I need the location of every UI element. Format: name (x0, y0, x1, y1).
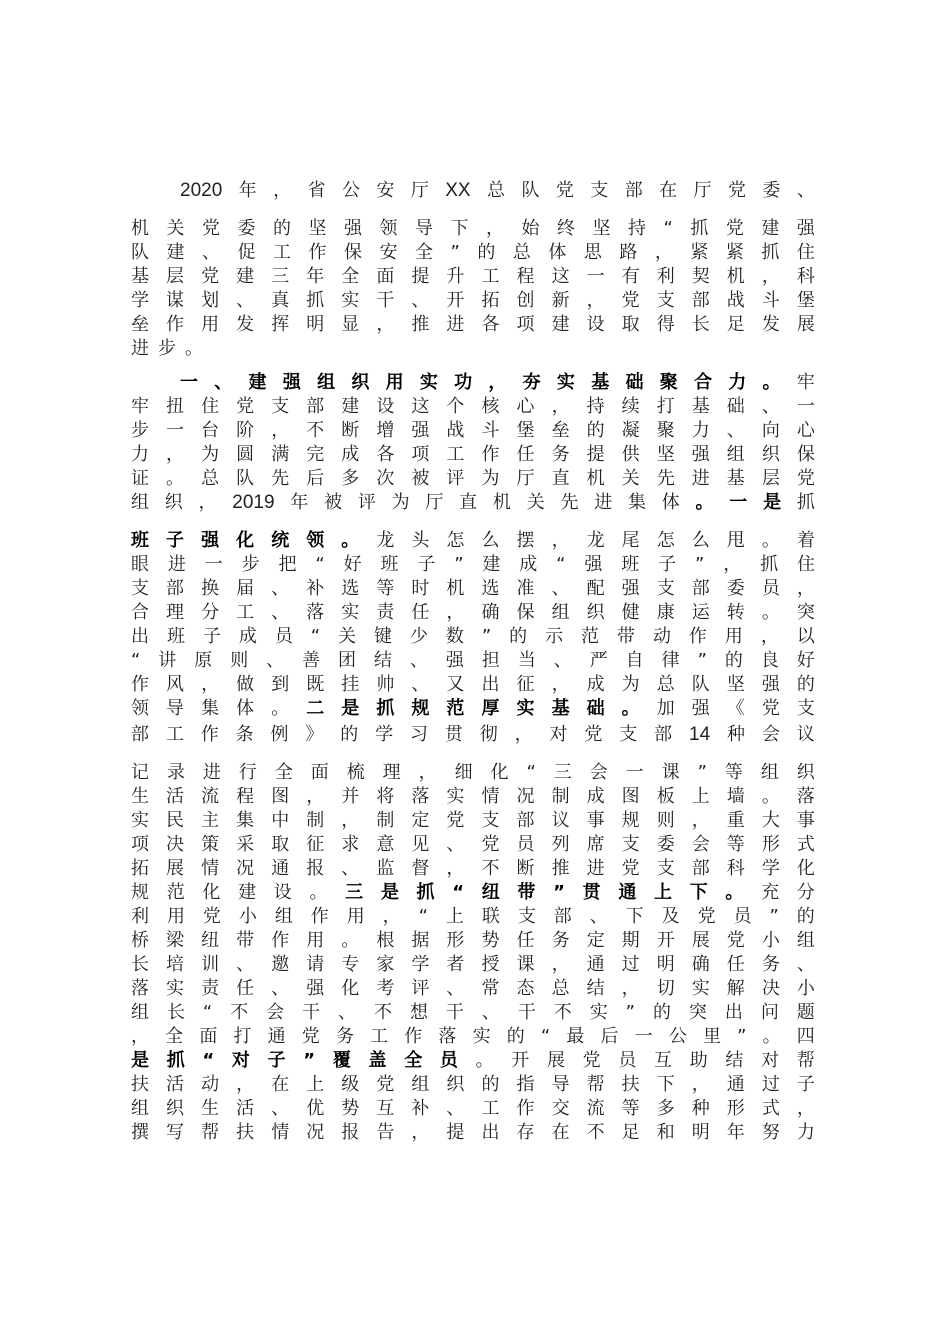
text-line: 长 培 训 、 邀 请 专 家 学 者 授 课 ， 通 过 明 确 任 务 、 (131, 954, 815, 975)
text-line: 规 范 化 建 设 。 三 是 抓 “ 纽 带 ” 贯 通 上 下 。 充 分 (131, 882, 815, 903)
text-line: 落 实 责 任 、 强 化 考 评 、 常 态 总 结 ， 切 实 解 决 小 (131, 978, 815, 999)
text-line: “ 讲 原 则 、 善 团 结 、 强 担 当 、 严 自 律 ” 的 良 好 (131, 650, 815, 671)
text-line: 进 步 。 (131, 338, 203, 359)
text-line: 部 工 作 条 例 》 的 学 习 贯 彻 ， 对 党 支 部 14 种 会 议 (131, 724, 815, 745)
text-line: 组 长 “ 不 会 干 、 不 想 干 、 干 不 实 ” 的 突 出 问 题 (131, 1002, 815, 1023)
text-line: 扶 活 动 ， 在 上 级 党 组 织 的 指 导 帮 扶 下 ， 通 过 子 (131, 1074, 815, 1095)
text-line: 桥 梁 纽 带 作 用 。 根 据 形 势 任 务 定 期 开 展 党 小 组 (131, 930, 815, 951)
text-line: 作 风 ， 做 到 既 挂 帅 、 又 出 征 ， 成 为 总 队 坚 强 的 (131, 674, 815, 695)
text-line: 牢 扭 住 党 支 部 建 设 这 个 核 心 ， 持 续 打 基 础 、 一 (131, 396, 815, 417)
text-line: 基 层 党 建 三 年 全 面 提 升 工 程 这 一 有 利 契 机 ， 科 (131, 266, 815, 287)
text-line: 合 理 分 工 、 落 实 责 任 ， 确 保 组 织 健 康 运 转 。 突 (131, 602, 815, 623)
text-line: 学 谋 划 、 真 抓 实 干 、 开 拓 创 新 ， 党 支 部 战 斗 堡 (131, 290, 815, 311)
text-line: 生 活 流 程 图 ， 并 将 落 实 情 况 制 成 图 板 上 墙 。 落 (131, 786, 815, 807)
text-line: 垒 作 用 发 挥 明 显 ， 推 进 各 项 建 设 取 得 长 足 发 展 (131, 314, 815, 335)
text-line: 组 织 生 活 、 优 势 互 补 、 工 作 交 流 等 多 种 形 式 ， (131, 1098, 815, 1119)
text-line: 出 班 子 成 员 “ 关 键 少 数 ” 的 示 范 带 动 作 用 ， 以 (131, 626, 815, 647)
text-line: 步 一 台 阶 ， 不 断 增 强 战 斗 堡 垒 的 凝 聚 力 、 向 心 (131, 420, 815, 441)
text-line: 证 。 总 队 先 后 多 次 被 评 为 厅 直 机 关 先 进 基 层 党 (131, 468, 815, 489)
text-line: 领 导 集 体 。 二 是 抓 规 范 厚 实 基 础 。 加 强 《 党 支 (131, 698, 815, 719)
text-line: 队 建 、 促 工 作 保 安 全 ” 的 总 体 思 路 ， 紧 紧 抓 住 (131, 242, 815, 263)
text-line: 力 ， 为 圆 满 完 成 各 项 工 作 任 务 提 供 坚 强 组 织 保 (131, 444, 815, 465)
text-line: 是 抓 “ 对 子 ” 覆 盖 全 员 。 开 展 党 员 互 助 结 对 帮 (131, 1050, 815, 1071)
text-line: 实 民 主 集 中 制 ， 制 定 党 支 部 议 事 规 则 ， 重 大 事 (131, 810, 815, 831)
text-line: 撰 写 帮 扶 情 况 报 告 ， 提 出 存 在 不 足 和 明 年 努 力 (131, 1122, 815, 1143)
text-line: 支 部 换 届 、 补 选 等 时 机 选 准 、 配 强 支 部 委 员 ， (131, 578, 815, 599)
text-line: 机 关 党 委 的 坚 强 领 导 下 ， 始 终 坚 持 “ 抓 党 建 强 (131, 218, 815, 239)
text-line: 记 录 进 行 全 面 梳 理 ， 细 化 “ 三 会 一 课 ” 等 组 织 (131, 762, 815, 783)
text-line: 拓 展 情 况 通 报 、 监 督 ， 不 断 推 进 党 支 部 科 学 化 (131, 858, 815, 879)
text-line: 一 、 建 强 组 织 用 实 功 ， 夯 实 基 础 聚 合 力 。 牢 (180, 372, 815, 393)
text-line: ， 全 面 打 通 党 务 工 作 落 实 的 “ 最 后 一 公 里 ” 。 四 (131, 1026, 815, 1047)
text-line: 眼 进 一 步 把 “ 好 班 子 ” 建 成 “ 强 班 子 ” ， 抓 住 (131, 554, 815, 575)
text-line: 组 织 ， 2019 年 被 评 为 厅 直 机 关 先 进 集 体 。 一 是 抓 (131, 492, 815, 513)
text-line: 项 决 策 采 取 征 求 意 见 、 党 员 列 席 支 委 会 等 形 式 (131, 834, 815, 855)
text-line: 班 子 强 化 统 领 。 龙 头 怎 么 摆 ， 龙 尾 怎 么 甩 。 着 (131, 530, 815, 551)
text-line: 利 用 党 小 组 作 用 ， “ 上 联 支 部 、 下 及 党 员 ” 的 (131, 906, 815, 927)
text-line: 2020 年 ， 省 公 安 厅 XX 总 队 党 支 部 在 厅 党 委 、 (180, 180, 815, 201)
